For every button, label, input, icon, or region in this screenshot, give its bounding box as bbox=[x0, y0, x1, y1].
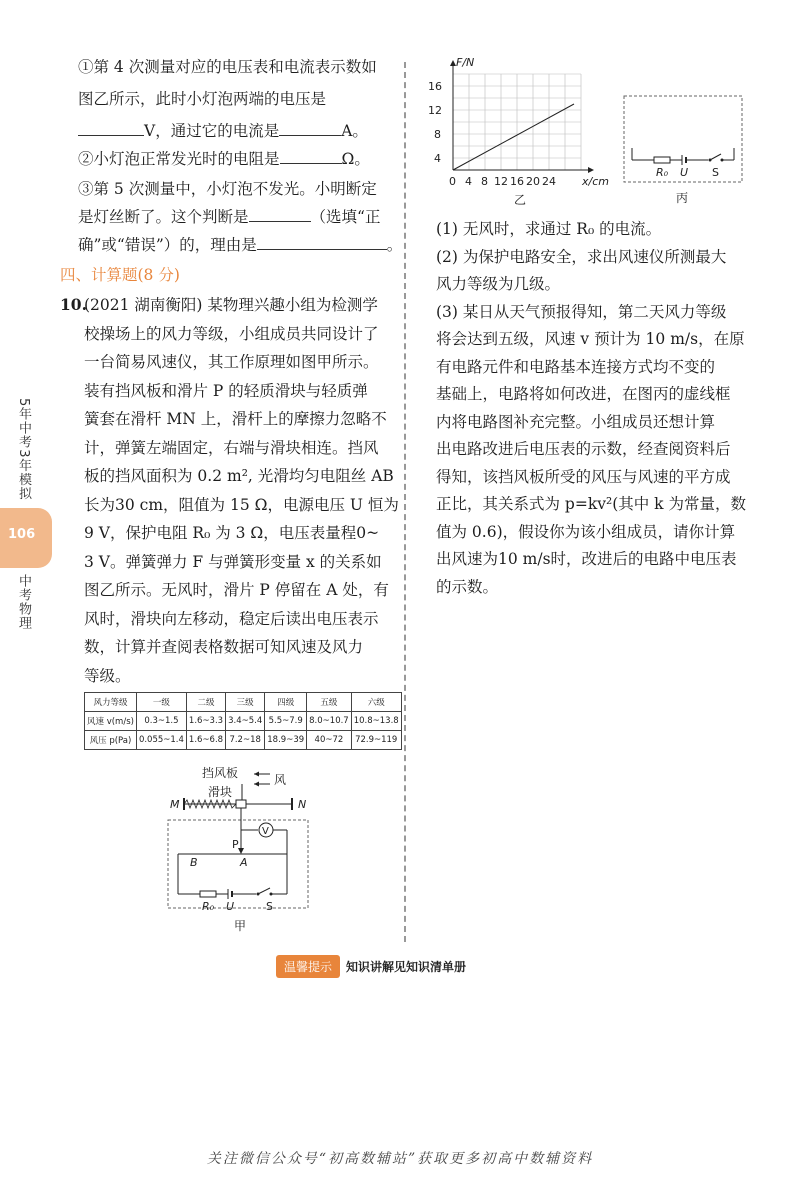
problem-line: 数，计算并查阅表格数据可知风速及风力 bbox=[84, 638, 364, 656]
tip-banner bbox=[276, 955, 466, 977]
footer-note: 关注微信公众号“初高数辅站”获取更多初高中数辅资料 bbox=[206, 1151, 594, 1167]
problem-line: (2021 湖南衡阳) 某物理兴趣小组为检测学 bbox=[84, 296, 378, 314]
table-cell: 18.9~39 bbox=[265, 731, 307, 750]
answer-blank[interactable] bbox=[78, 120, 144, 136]
table-cell: 1.6~6.8 bbox=[186, 731, 225, 750]
problem-line: 等级。 bbox=[84, 666, 131, 685]
question-line: (3) 某日从天气预报得知，第二天风力等级 bbox=[436, 302, 727, 321]
answer-blank[interactable] bbox=[280, 148, 342, 164]
q-line-7: 确”或“错误”）的，理由是 。 bbox=[78, 236, 403, 254]
table-cell: 三级 bbox=[226, 693, 265, 712]
question-line: 出电路改进后电压表的示数，经查阅资料后 bbox=[436, 440, 731, 458]
problem-line: 校操场上的风力等级，小组成员共同设计了 bbox=[84, 324, 379, 343]
graph-grid bbox=[453, 74, 581, 170]
caption-bing: 丙 bbox=[676, 191, 689, 205]
problem-line: 装有挡风板和滑片 P 的轻质滑块与轻质弹 bbox=[84, 381, 368, 400]
sidebar-subject: 中考物理 bbox=[16, 574, 31, 630]
graph-yi bbox=[424, 54, 616, 208]
label-U: U bbox=[226, 900, 235, 913]
right-questions bbox=[436, 218, 746, 603]
section-heading: 四、计算题(8 分) bbox=[60, 266, 180, 284]
slider-label: 滑块 bbox=[208, 785, 233, 799]
table-cell: 0.055~1.4 bbox=[136, 731, 186, 750]
table-cell: 风压 p(Pa) bbox=[85, 731, 137, 750]
answer-blank[interactable] bbox=[249, 206, 311, 222]
table-cell: 四级 bbox=[265, 693, 307, 712]
x-tick-label: 24 bbox=[542, 175, 556, 188]
problem-line: 3 V。弹簧弹力 F 与弹簧形变量 x 的关系如 bbox=[84, 552, 382, 571]
table-row bbox=[85, 731, 402, 750]
problem-line: 簧套在滑杆 MN 上，滑杆上的摩擦力忽略不 bbox=[84, 410, 387, 428]
table-cell: 3.4~5.4 bbox=[226, 712, 265, 731]
table-cell: 40~72 bbox=[307, 731, 352, 750]
board-label: 挡风板 bbox=[202, 766, 239, 780]
problem-line: 计，弹簧左端固定，右端与滑块相连。挡风 bbox=[84, 438, 379, 457]
answer-blank[interactable] bbox=[279, 120, 341, 136]
table-cell: 7.2~18 bbox=[226, 731, 265, 750]
table-header-row bbox=[85, 693, 402, 712]
problem-text bbox=[84, 294, 399, 693]
y-axis-label: F/N bbox=[456, 56, 475, 69]
x-tick-label: 20 bbox=[526, 175, 540, 188]
label-B: B bbox=[190, 856, 198, 869]
x-tick-label: 0 bbox=[449, 175, 456, 188]
switch-S bbox=[258, 888, 270, 894]
label-U: U bbox=[680, 166, 689, 179]
label-N: N bbox=[298, 798, 307, 811]
question-line: 有电路元件和电路基本连接方式均不变的 bbox=[436, 357, 716, 376]
table-cell: 1.6~3.3 bbox=[186, 712, 225, 731]
question-line: (2) 为保护电路安全，求出风速仪所测最大 bbox=[436, 247, 727, 266]
problem-line: 板的挡风面积为 0.2 m², 光滑均匀电阻丝 AB bbox=[84, 467, 394, 485]
question-line: 得知，该挡风板所受的风压与风速的平方成 bbox=[436, 467, 731, 486]
label-S: S bbox=[712, 166, 719, 179]
table-cell: 10.8~13.8 bbox=[351, 712, 401, 731]
x-axis-label: x/cm bbox=[582, 175, 609, 188]
problem-line: 图乙所示。无风时，滑片 P 停留在 A 处，有 bbox=[84, 581, 389, 599]
table-cell: 风速 v(m/s) bbox=[85, 712, 137, 731]
table-cell: 风力等级 bbox=[85, 693, 137, 712]
table-cell: 一级 bbox=[136, 693, 186, 712]
resistor-R0 bbox=[654, 157, 670, 163]
question-line: 的示数。 bbox=[436, 577, 499, 596]
table-cell: 0.3~1.5 bbox=[136, 712, 186, 731]
table-row bbox=[85, 712, 402, 731]
tip-badge: 温馨提示 bbox=[276, 955, 340, 978]
question-line: 风力等级为几级。 bbox=[436, 275, 561, 293]
sidebar-book-title: 5年中考3年模拟 bbox=[16, 398, 31, 501]
question-line: 正比，其关系式为 p=kv²(其中 k 为常量，数 bbox=[436, 495, 746, 513]
column-divider bbox=[404, 62, 406, 942]
x-tick-label: 12 bbox=[494, 175, 508, 188]
voltmeter-label: V bbox=[262, 826, 269, 837]
question-line: 基础上，电路将如何改进，在图丙的虚线框 bbox=[436, 385, 731, 403]
wind-label: 风 bbox=[274, 773, 287, 787]
label-A: A bbox=[240, 856, 248, 869]
q-line-5: ③第 5 次测量中，小灯泡不发光。小明断定 bbox=[78, 180, 377, 198]
q-line-6: 是灯丝断了。这个判断是 （选填“正 bbox=[78, 208, 381, 226]
question-line: 出风速为10 m/s时，改进后的电路中电压表 bbox=[436, 550, 737, 568]
problem-line: 长为30 cm，阻值为 15 Ω，电源电压 U 恒为 bbox=[84, 495, 399, 514]
table-cell: 二级 bbox=[186, 693, 225, 712]
q-line-4: ②小灯泡正常发光时的电阻是 Ω。 bbox=[78, 150, 370, 168]
table-cell: 六级 bbox=[351, 693, 401, 712]
x-tick-label: 8 bbox=[481, 175, 488, 188]
switch-S bbox=[710, 154, 721, 160]
wind-arrow-head bbox=[254, 772, 259, 777]
label-R0: R₀ bbox=[202, 900, 215, 913]
problem-line: 一台简易风速仪，其工作原理如图甲所示。 bbox=[84, 353, 379, 371]
y-tick-label: 16 bbox=[428, 80, 442, 93]
problem-number: 10. bbox=[60, 295, 87, 314]
y-tick-label: 4 bbox=[434, 152, 441, 165]
resistor-R0 bbox=[200, 891, 216, 897]
wind-scale-table bbox=[84, 692, 402, 750]
slider-block bbox=[236, 800, 246, 808]
q-line-1: ①第 4 次测量对应的电压表和电流表示数如 bbox=[78, 58, 377, 76]
label-M: M bbox=[170, 798, 180, 811]
label-R0: R₀ bbox=[656, 166, 669, 179]
problem-line: 风时，滑块向左移动，稳定后读出电压表示 bbox=[84, 609, 379, 628]
q-line-2: 图乙所示，此时小灯泡两端的电压是 bbox=[78, 90, 327, 108]
x-tick-label: 16 bbox=[510, 175, 524, 188]
force-line bbox=[453, 104, 574, 170]
question-line: 值为 0.6)，假设你为该小组成员，请你计算 bbox=[436, 522, 736, 541]
answer-blank[interactable] bbox=[257, 234, 387, 250]
circuit-diagram-bing bbox=[620, 92, 750, 208]
table-cell: 72.9~119 bbox=[351, 731, 401, 750]
page-number: 106 bbox=[8, 527, 36, 542]
caption-yi: 乙 bbox=[514, 193, 527, 207]
circuit-diagram-jia bbox=[160, 760, 320, 940]
x-tick-label: 4 bbox=[465, 175, 472, 188]
table-cell: 5.5~7.9 bbox=[265, 712, 307, 731]
y-tick-label: 12 bbox=[428, 104, 442, 117]
question-line: 内将电路图补充完整。小组成员还想计算 bbox=[436, 412, 716, 431]
label-P: P bbox=[232, 838, 239, 851]
q-line-3: V，通过它的电流是 A。 bbox=[78, 120, 368, 142]
wind-arrow-head bbox=[254, 782, 259, 787]
x-axis-arrow bbox=[588, 167, 594, 173]
question-line: (1) 无风时，求通过 R₀ 的电流。 bbox=[436, 220, 662, 238]
table-cell: 五级 bbox=[307, 693, 352, 712]
caption-jia: 甲 bbox=[234, 919, 247, 933]
problem-line: 9 V，保护电阻 R₀ 为 3 Ω，电压表量程0~ bbox=[84, 524, 380, 542]
label-S: S bbox=[266, 900, 273, 913]
y-tick-label: 8 bbox=[434, 128, 441, 141]
tip-text: 知识讲解见知识清单册 bbox=[346, 960, 467, 974]
table-cell: 8.0~10.7 bbox=[307, 712, 352, 731]
question-line: 将会达到五级，风速 v 预计为 10 m/s，在原 bbox=[436, 330, 745, 348]
slider-contact bbox=[238, 848, 244, 854]
